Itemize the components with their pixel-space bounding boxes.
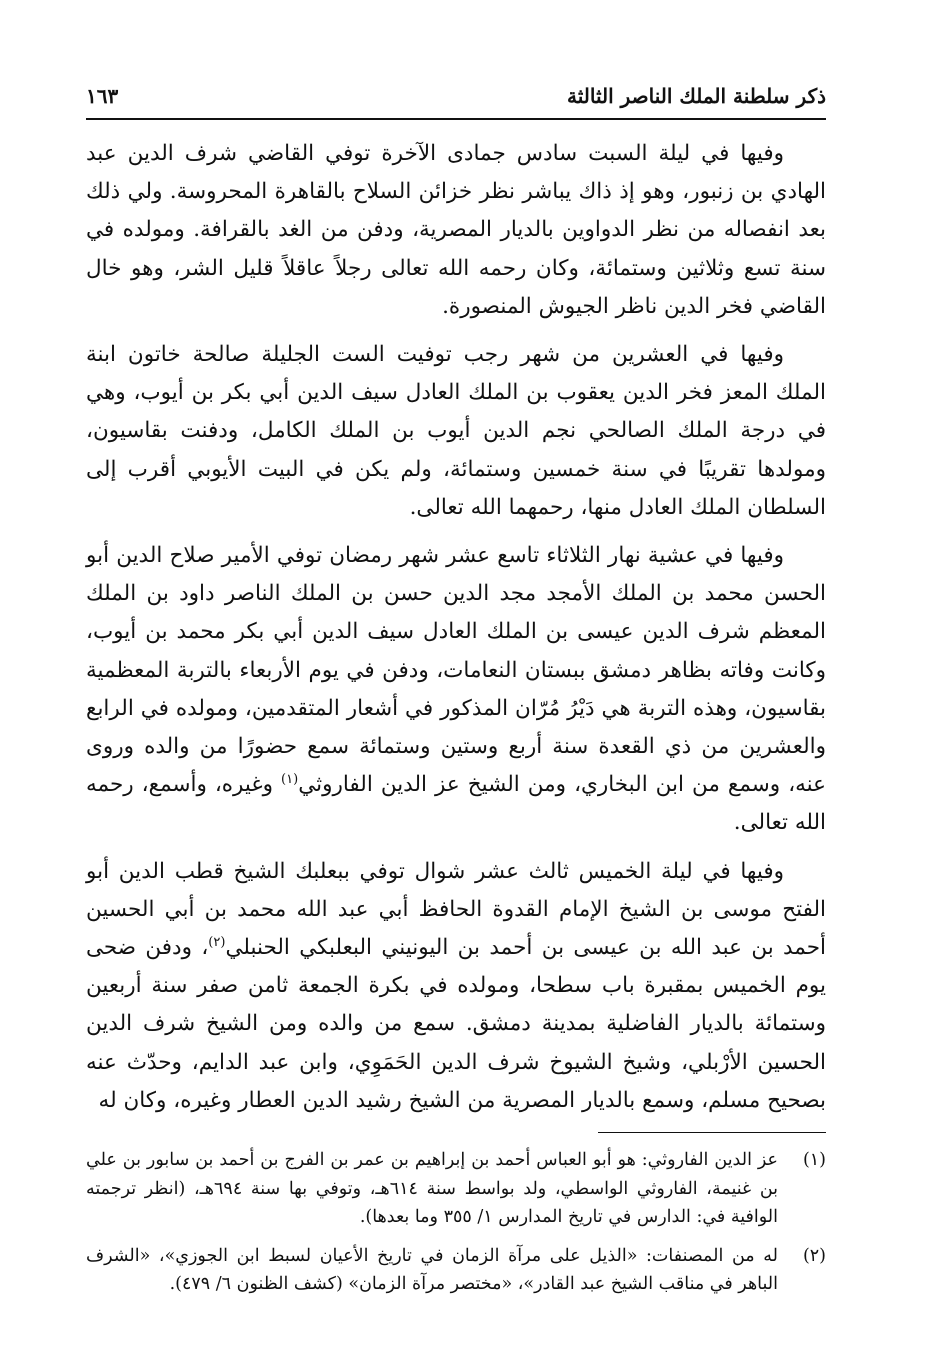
running-title: ذكر سلطنة الملك الناصر الثالثة (567, 84, 826, 108)
page-number: ١٦٣ (86, 84, 119, 108)
footnote-number: (١) (802, 1150, 826, 1170)
main-text (86, 135, 826, 1130)
paragraph-text-after: وغيره، وأسمع، رحمه الله تعالى. (86, 772, 826, 836)
footnote-2 (86, 1242, 826, 1299)
paragraph-text: وفيها في العشرين من شهر رجب توفيت الست الجليلة صالحة خاتون ابنة الملك المعز فخر الدين يعقوب بن الملك العادل سيف الدين أبي بكر بن أيوب، وهي في درجة الملك الصالحي نجم الدين أيوب بن الملك الكامل، ودفنت بقاسيون، ومولدها تقريبًا في سنة خمسين وستمائة، ولم يكن في البيت الأيوبي أقرب إلى السلطان الملك العادل منها، رحمهما الله تعالى. (86, 342, 826, 520)
paragraph-text-before: وفيها في ليلة الخميس ثالث عشر شوال توفي ببعلبك الشيخ قطب الدين أبو الفتح موسى بن الشيخ الإمام القدوة الحافظ أبي عبد الله محمد بن أبي الحسين أحمد بن عبد الله بن عيسى بن أحمد بن اليونيني البعلبكي الحنبلي (86, 858, 827, 961)
footnote-text: عز الدين الفاروثي: هو أبو العباس أحمد بن إبراهيم بن عمر بن الفرج بن أحمد بن سابور بن علي بن غنيمة، الفاروثي الواسطي، ولد بواسط سنة ٦١٤هـ، وتوفي بها سنة ٦٩٤هـ، (انظر ترجمته الوافية في: الدارس في تاريخ المدارس ١/ ٣٥٥ وما بعدها). (86, 1150, 779, 1227)
footnote-number: (٢) (802, 1245, 826, 1266)
footnote-divider (598, 1132, 826, 1133)
paragraph-4 (86, 853, 826, 1120)
paragraph-text-before: وفيها في عشية نهار الثلاثاء تاسع عشر شهر رمضان توفي الأمير صلاح الدين أبو الحسن محمد بن الملك الأمجد مجد الدين حسن بن الملك الناصر داود بن الملك المعظم شرف الدين عيسى بن الملك العادل سيف الدين أبي بكر محمد بن أيوب، وكانت وفاته بظاهر دمشق ببستان النعامات، ودفن في يوم الأربعاء بالتربة المعظمية بقاسيون، وهذه التربة هي دَيْرُ مُرّان المذكور في أشعار المتقدمين، ومولده في الرابع والعشرين من ذي القعدة سنة أربع وستين وستمائة سمع حضورًا من والده وروى عنه، وسمع من ابن البخاري، ومن الشيخ عز الدين الفاروثي (86, 543, 826, 798)
footnotes (86, 1146, 826, 1309)
paragraph-text-after: ، ودفن ضحى يوم الخميس بمقبرة باب سطحا، ومولده في بكرة الجمعة ثامن صفر سنة أربعين وستمائة بالديار الفاضلية بمدينة دمشق. سمع من والده ومن الشيخ شرف الدين الحسين الأرْبلي، وشيخ الشيوخ شرف الدين الحَمَوِي، وابن عبد الدايم، وحدّث عنه بصحيح مسلم، وسمع بالديار المصرية من الشيخ رشيد الدين العطار وغيره، وكان له (86, 935, 826, 1113)
footnote-1 (86, 1146, 826, 1232)
paragraph-3 (86, 537, 826, 843)
footnote-reference-2[interactable]: (٢) (208, 934, 226, 950)
paragraph-text: وفيها في ليلة السبت سادس جمادى الآخرة توفي القاضي شرف الدين عبد الهادي بن زنبور، وهو إذ ذاك يباشر نظر خزائن السلاح بالقاهرة المحروسة. ولي ذلك بعد انفصاله من نظر الدواوين بالديار المصرية، ودفن من الغد بالقرافة. ومولده في سنة تسع وثلاثين وستمائة، وكان رحمه الله تعالى رجلاً عاقلاً قليل الشر، وهو خال القاضي فخر الدين ناظر الجيوش المنصورة. (86, 141, 826, 319)
paragraph-2 (86, 336, 826, 527)
paragraph-1 (86, 135, 826, 326)
footnote-reference-1[interactable]: (١) (281, 772, 299, 788)
footnote-text: له من المصنفات: «الذيل على مرآة الزمان في تاريخ الأعيان لسبط ابن الجوزي»، «الشرف الباهر في مناقب الشيخ عبد القادر»، «مختصر مرآة الزمان» (كشف الظنون ٦/ ٤٧٩). (86, 1245, 778, 1294)
page-header (86, 82, 826, 120)
